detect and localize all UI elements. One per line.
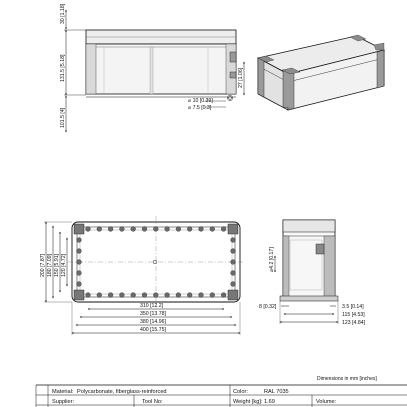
screw-boss xyxy=(108,293,113,298)
screw-boss xyxy=(153,227,158,232)
plan-view-width-dimensions xyxy=(72,302,240,335)
screw-boss xyxy=(187,293,192,298)
screw-boss xyxy=(77,249,82,254)
side-elevation-view xyxy=(86,30,236,101)
screw-boss xyxy=(120,227,125,232)
dim-27: 27 [1.06] xyxy=(238,67,244,88)
dim-120: 120 [4.72] xyxy=(61,253,67,277)
hole-diameter-callouts xyxy=(188,98,226,111)
dim-350: 350 [13.78] xyxy=(140,311,166,317)
screw-boss xyxy=(97,293,102,298)
screw-boss xyxy=(210,293,215,298)
screw-boss xyxy=(231,249,236,254)
screw-boss xyxy=(86,293,91,298)
screw-boss xyxy=(142,227,147,232)
screw-boss xyxy=(231,260,236,265)
dim-8: 8 [0.32] xyxy=(259,304,277,310)
screw-boss xyxy=(77,282,82,287)
dim-131-5: 131.5 [5.18] xyxy=(60,54,66,82)
dim-101-5: 101.5 [4] xyxy=(60,107,66,128)
screw-boss xyxy=(77,271,82,276)
screw-boss xyxy=(153,293,158,298)
screw-boss xyxy=(231,271,236,276)
screw-boss xyxy=(97,227,102,232)
screw-boss xyxy=(86,227,91,232)
dim-150: 150 [5.91] xyxy=(54,253,60,277)
dim-d7-5: ⌀ 7.5 [0.3] xyxy=(188,105,212,111)
screw-boss xyxy=(231,238,236,243)
screw-boss xyxy=(108,227,113,232)
screw-boss xyxy=(142,293,147,298)
title-block xyxy=(36,385,407,407)
side-view-height-dimensions xyxy=(60,3,86,132)
screw-boss xyxy=(176,293,181,298)
dim-400: 400 [15.75] xyxy=(140,327,166,333)
color-value: RAL 7035 xyxy=(264,389,289,395)
supplier-label: Supplier: xyxy=(52,399,75,405)
screw-boss xyxy=(165,293,170,298)
screw-boss xyxy=(231,282,236,287)
material-label: Material: xyxy=(52,389,74,395)
dim-3-5: 3.5 [0.14] xyxy=(342,304,364,310)
dim-123: 123 [4.84] xyxy=(342,320,366,326)
units-note: Dimensions in mm [inches] xyxy=(317,376,377,382)
screw-boss xyxy=(210,227,215,232)
isometric-view xyxy=(258,35,384,110)
screw-boss xyxy=(221,293,226,298)
screw-boss xyxy=(199,293,204,298)
screw-boss xyxy=(77,260,82,265)
weight-label: Weight [kg]: xyxy=(233,399,263,405)
dim-180: 180 [7.09] xyxy=(47,253,53,277)
screw-boss xyxy=(187,227,192,232)
color-label: Color: xyxy=(233,389,248,395)
dim-30: 30 [1.18] xyxy=(60,3,66,24)
screw-boss xyxy=(131,293,136,298)
dim-115: 115 [4.53] xyxy=(342,312,365,318)
weight-value: 1.69 xyxy=(264,399,275,405)
toolno-label: Tool No: xyxy=(142,399,163,405)
screw-boss xyxy=(77,238,82,243)
screw-boss xyxy=(199,227,204,232)
dim-d10: ⌀ 10 [0.39] xyxy=(188,98,213,104)
end-elevation-view xyxy=(280,220,338,301)
dim-200: 200 [7.87] xyxy=(40,253,46,277)
screw-boss xyxy=(221,227,226,232)
screw-boss xyxy=(165,227,170,232)
dim-310: 310 [12.2] xyxy=(140,303,164,309)
screw-boss xyxy=(131,227,136,232)
material-value: Polycarbonate, fiberglass-reinforced xyxy=(77,389,167,395)
dim-d4-2: ⌀4.2 [0.17] xyxy=(269,247,275,272)
screw-boss xyxy=(120,293,125,298)
screw-boss xyxy=(176,227,181,232)
side-view-27-dimension xyxy=(238,62,244,95)
dim-380: 380 [14.96] xyxy=(140,319,166,325)
volume-label: Volume: xyxy=(316,399,337,405)
plan-view-height-dimensions xyxy=(40,222,72,302)
